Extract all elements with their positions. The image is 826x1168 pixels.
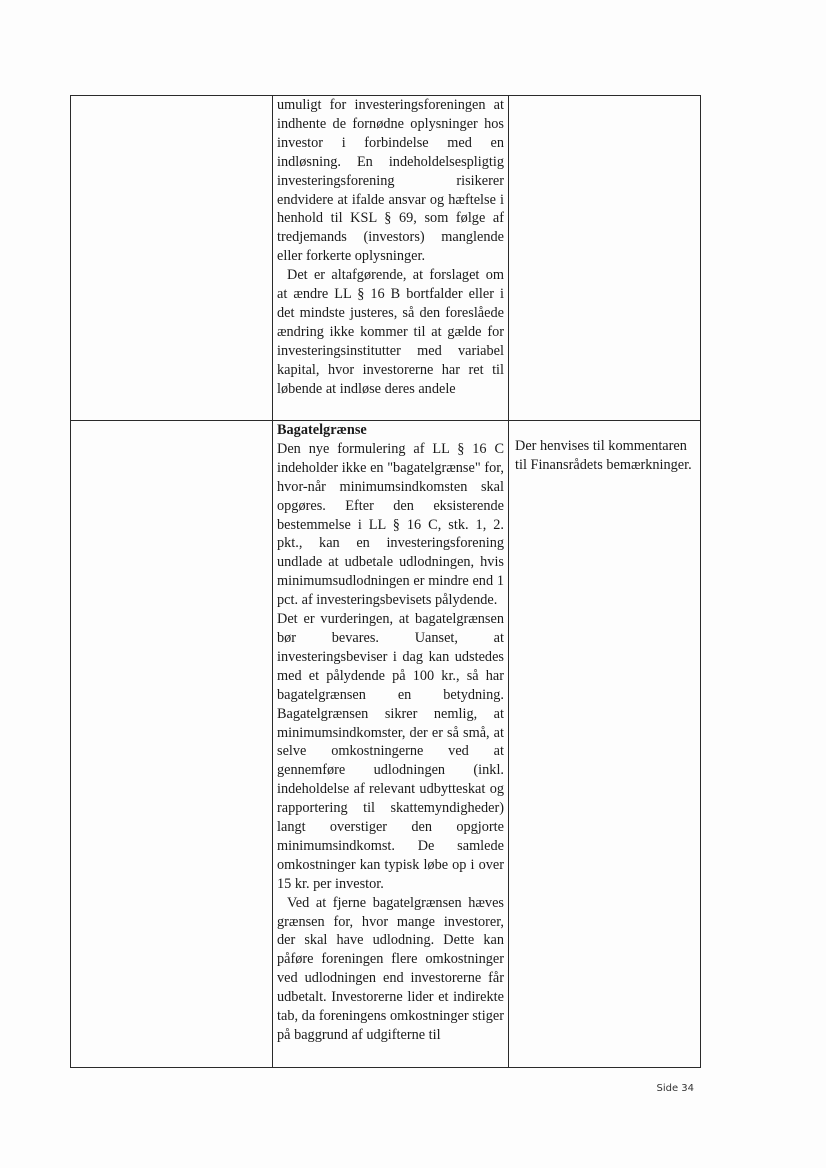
page-number: Side 34 xyxy=(656,1083,694,1094)
section-heading: Bagatelgrænse xyxy=(277,422,367,438)
comment-table xyxy=(70,95,701,1068)
table-cell-text xyxy=(273,96,509,421)
table-cell-comment xyxy=(509,421,701,1068)
table-row xyxy=(71,421,701,1068)
paragraph: Den nye formulering af LL § 16 C indeholder ikke en "bagatelgrænse" for, hvor-når minimumsindkomsten skal opgøres. Efter den eksisterende bestemmelse i LL § 16 C, stk. 1, 2. pkt., kan en investeringsforening undlade at udbetale udlodningen, hvis minimumsudlodningen er mindre end 1 pct. af investeringsbevisets pålydende. xyxy=(277,440,504,609)
paragraph: Det er vurderingen, at bagatelgrænsen bør bevares. Uanset, at investeringsbeviser i dag kan udstedes med et pålydende på 100 kr., så har bagatelgrænsen en betydning. Bagatelgrænsen sikrer nemlig, at minimumsindkomster, der er så små, at selve omkostningerne ved at gennemføre udlodningen (inkl. indeholdelse af relevant udbytteskat og rapportering til skattemyndigheder) langt overstiger den opgjorte minimumsindkomst. De samlede omkostninger kan typisk løbe op i over 15 kr. per investor. xyxy=(277,611,504,892)
table-cell-text xyxy=(273,421,509,1068)
table-cell-empty xyxy=(71,421,273,1068)
paragraph: Det er altafgørende, at forslaget om at ændre LL § 16 B bortfalder eller i det mindste justeres, så den foreslåede ændring ikke kommer til at gælde for investeringsinstitutter med variabel kapital, hvor investorerne har ret til løbende at indløse deres andele xyxy=(277,267,504,397)
table-row xyxy=(71,96,701,421)
table-cell-empty xyxy=(71,96,273,421)
paragraph: Ved at fjerne bagatelgrænsen hæves grænsen for, hvor mange investorer, der skal have udlodning. Dette kan påføre foreningen flere omkostninger ved udlodningen end investorerne får udbetalt. Investorerne lider et indirekte tab, da foreningens omkostninger stiger på baggrund af udgifterne til xyxy=(277,894,504,1043)
table-cell-comment xyxy=(509,96,701,421)
paragraph: umuligt for investeringsforeningen at indhente de fornødne oplysninger hos investor i forbindelse med en indløsning. En indeholdelsespligtig investeringsforening risikerer endvidere at ifalde ansvar og hæftelse i henhold til KSL § 69, som følge af tredjemands (investors) manglende eller forkerte oplysninger. xyxy=(277,97,504,265)
comment-text: Der henvises til kommentaren til Finansrådets bemærkninger. xyxy=(515,438,692,473)
